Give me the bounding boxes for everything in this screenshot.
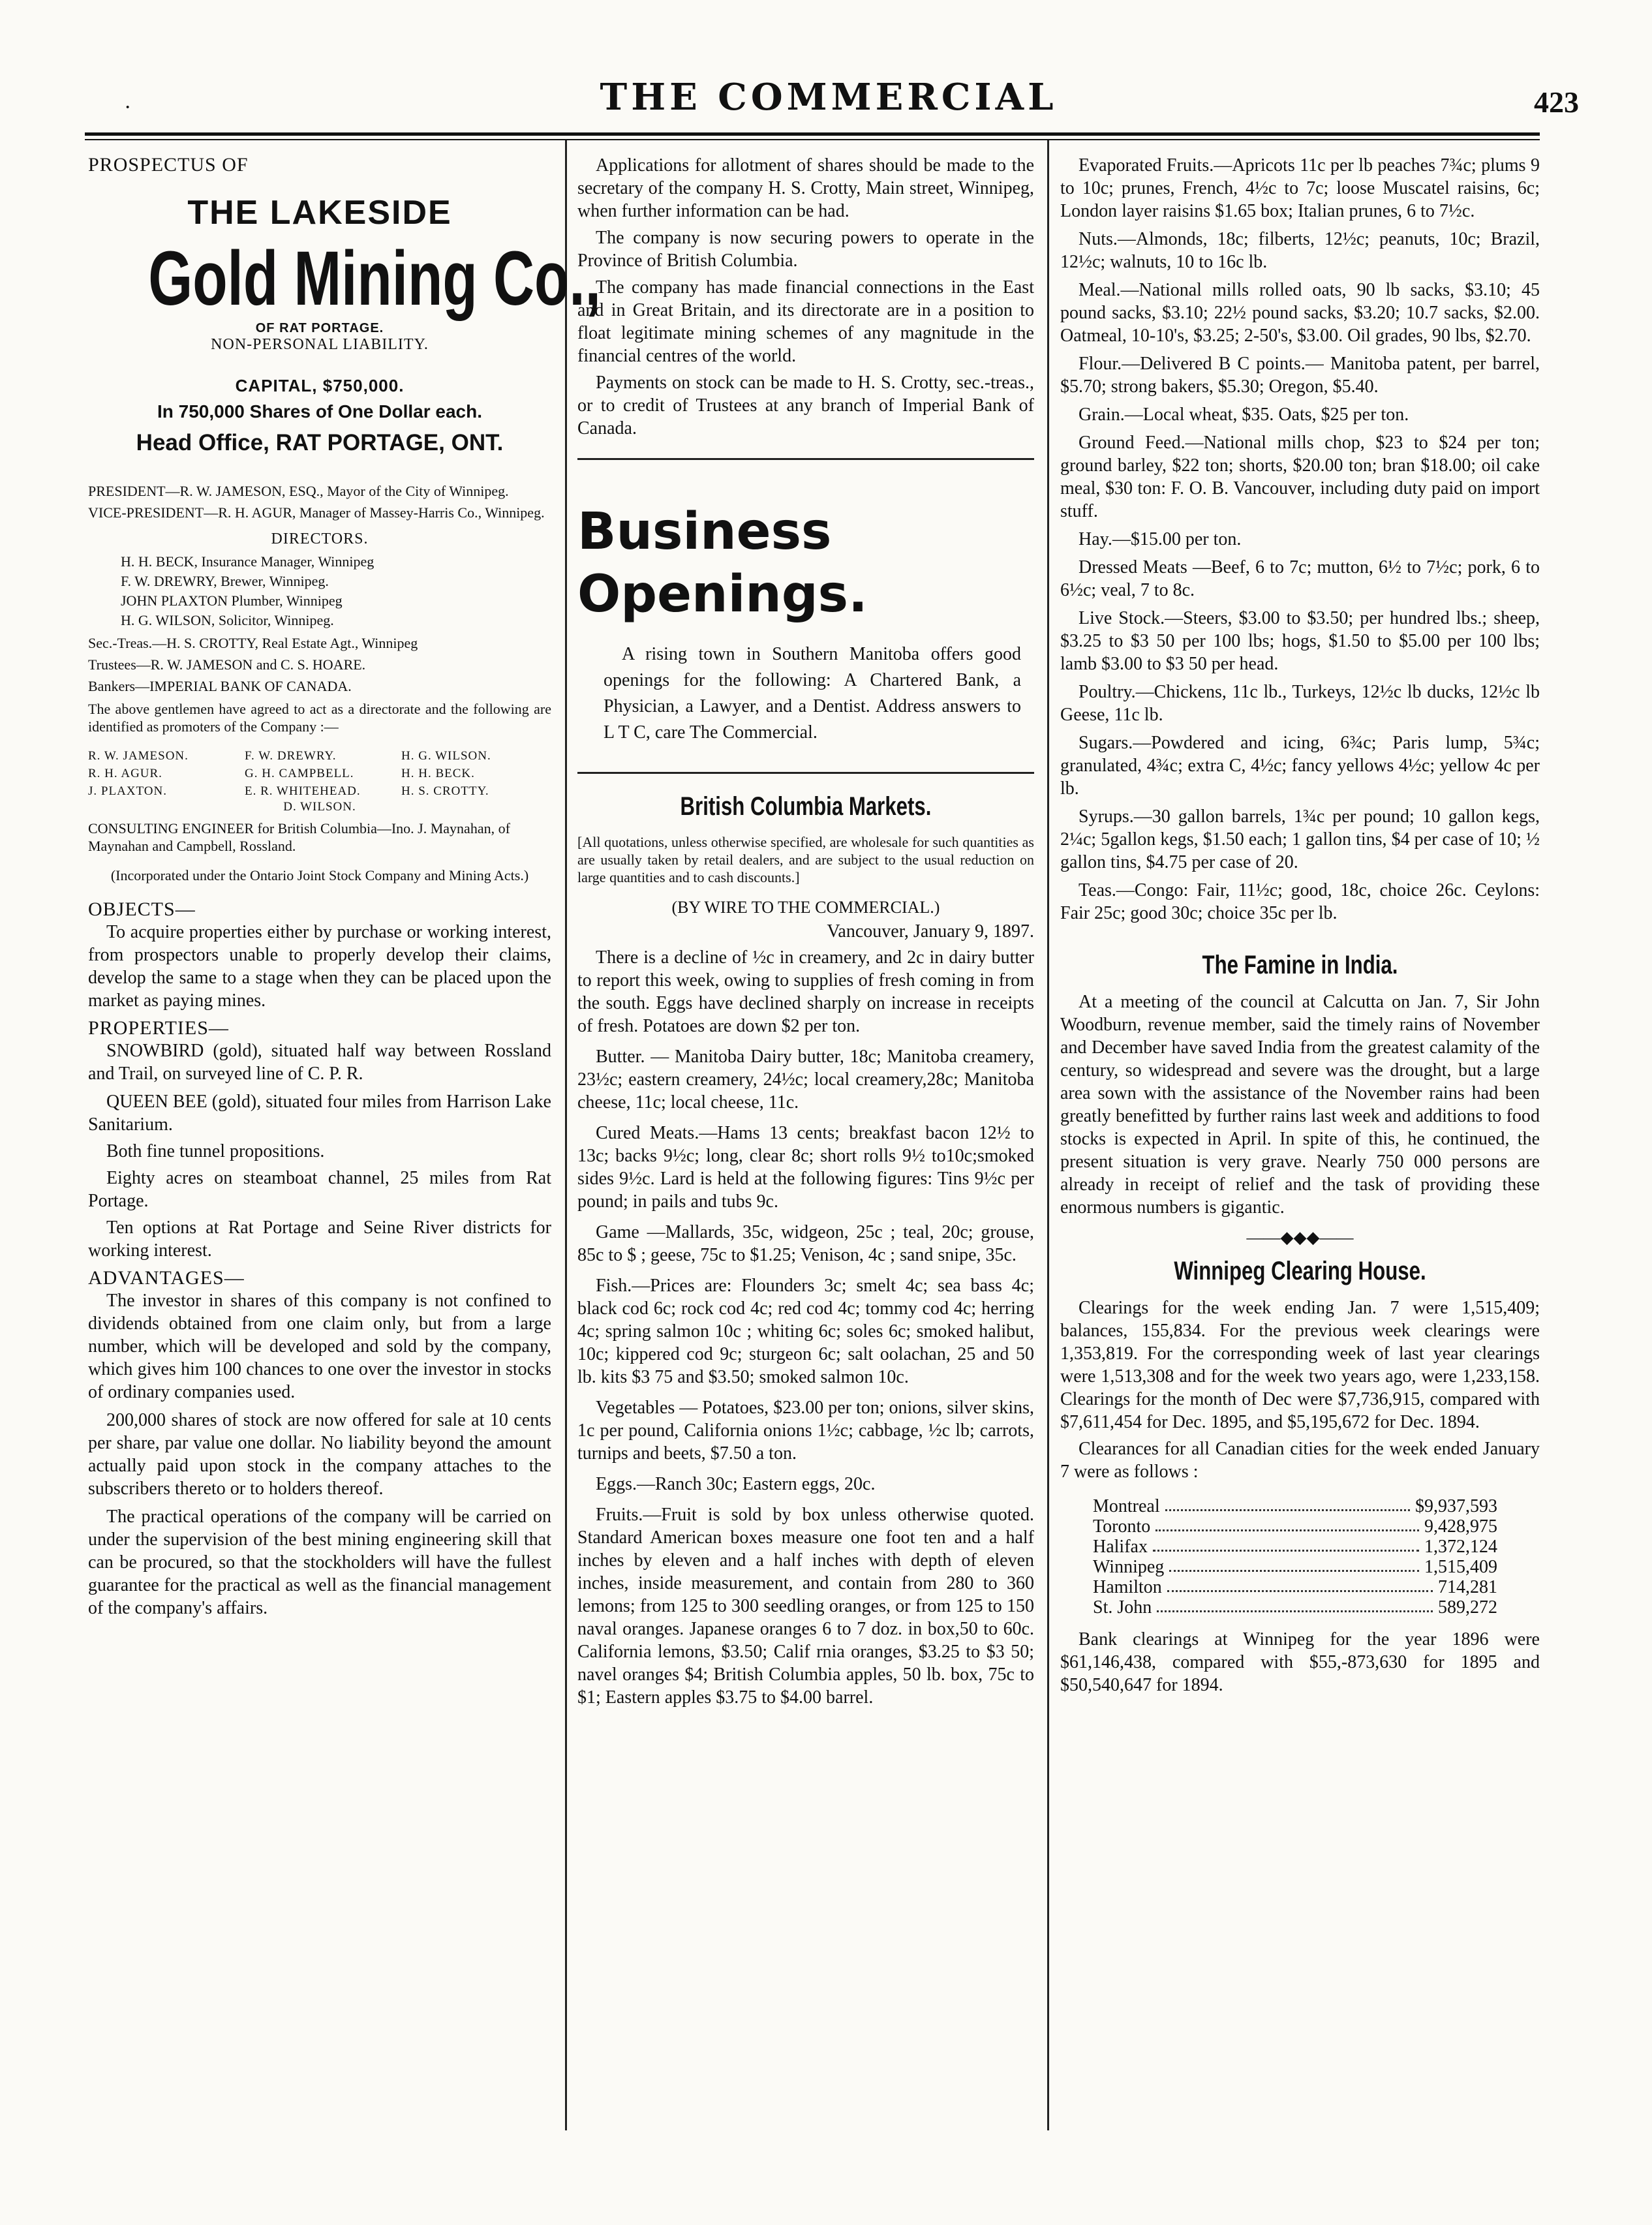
market-paragraph: There is a decline of ½c in creamery, and 2c in dairy butter to report this week, owing to supplies of fresh coming in from the south. Eggs have declined sharply on increase in receipts of fresh. Potatoes are down $2 per ton. xyxy=(577,947,1034,1036)
liability-note: NON-PERSONAL LIABILITY. xyxy=(211,336,429,353)
market-paragraph: Eggs.—Ranch 30c; Eastern eggs, 20c. xyxy=(596,1474,876,1494)
properties-heading: PROPERTIES— xyxy=(88,1017,229,1039)
market-paragraph: Syrups.—30 gallon barrels, 1¾c per pound; 10 gallon kegs, 2¼c; 5gallon kegs, $1.50 each; 1 gallon tins, $4 per case of 10; ½ gallon tins, $4.75 per case of 20. xyxy=(1060,806,1540,872)
applications-paragraph: Applications for allotment of shares should be made to the secretary of the company H. S. Crotty, Main street, Winnipeg, when further information can be had. xyxy=(577,155,1034,221)
market-paragraph: Cured Meats.—Hams 13 cents; breakfast bacon 12½ to 13c; backs 9½c; long, clear 8c; short rolls 9½ to10c;smoked sides 9½c. Lard is held at the following figures: Tins 9½c per pound; in pails and tubs 9c. xyxy=(577,1123,1034,1212)
market-paragraph: Fish.—Prices are: Flounders 3c; smelt 4c; sea bass 4c; black cod 6c; rock cod 4c; red cod 4c; tommy cod 4c; herring 4c; spring salmon 10c ; whiting 6c; soles 6c; smoked halibut, 10c; kippered cod 9c; sturgeon 6c; salt oolachan, 25 and 50 lb. kits $3 75 and $3.50; smoked salmon 10c. xyxy=(577,1276,1034,1387)
bc-markets-heading: British Columbia Markets. xyxy=(680,792,932,821)
applications-paragraph: Payments on stock can be made to H. S. Crotty, sec.-treas., or to credit of Trustees at any branch of Imperial Bank of Canada. xyxy=(577,373,1034,438)
masthead-rule-thin xyxy=(85,139,1540,140)
market-paragraph: Nuts.—Almonds, 18c; filberts, 12½c; peanuts, 10c; Brazil, 12½c; walnuts, 10 to 16c lb. xyxy=(1060,229,1540,272)
promoter-name: J. PLAXTON. xyxy=(88,784,167,798)
trustees-entry: Trustees—R. W. JAMESON and C. S. HOARE. xyxy=(88,656,366,673)
vice-president-entry: VICE-PRESIDENT—R. H. AGUR, Manager of Massey-Harris Co., Winnipeg. xyxy=(88,504,545,521)
clearance-amount: 589,272 xyxy=(1438,1597,1497,1618)
market-paragraph: Live Stock.—Steers, $3.00 to $3.50; per hundred lbs.; sheep, $3.25 to $3 50 per 100 lbs; hogs, $1.50 to $5.00 per 100 lbs; lamb $3.00 to $3 50 per head. xyxy=(1060,608,1540,674)
clearance-city: St. John xyxy=(1093,1597,1152,1618)
clearances-intro: Clearances for all Canadian cities for the week ended January 7 were as follows : xyxy=(1060,1439,1540,1482)
clearance-city: Montreal xyxy=(1093,1496,1160,1516)
market-paragraph: Hay.—$15.00 per ton. xyxy=(1078,529,1242,549)
middle-column xyxy=(577,154,1034,1709)
incorporation-note: (Incorporated under the Ontario Joint Stock Company and Mining Acts.) xyxy=(110,867,529,883)
director-entry: F. W. DREWRY, Brewer, Winnipeg. xyxy=(121,573,329,589)
property-entry: Eighty acres on steamboat channel, 25 miles from Rat Portage. xyxy=(88,1168,551,1211)
clearance-row xyxy=(1093,1597,1497,1618)
capital-line: CAPITAL, $750,000. xyxy=(235,376,405,395)
property-entry: Ten options at Rat Portage and Seine River districts for working interest. xyxy=(88,1218,551,1261)
market-paragraph: Ground Feed.—National mills chop, $23 to $24 per ton; ground barley, $22 ton; shorts, $20.00 ton; bran $18.00; oil cake meal, $30 ton: F. O. B. Vancouver, including duty paid on import stuff. xyxy=(1060,433,1540,521)
clearances-table xyxy=(1093,1496,1497,1618)
clearance-amount: $9,937,593 xyxy=(1415,1496,1497,1516)
market-paragraph: Vegetables — Potatoes, $23.00 per ton; onions, silver skins, 1c per pound, California onions 1½c; cabbage, ½c lb; carrots, turnips and beets, $7.50 a ton. xyxy=(577,1398,1034,1464)
business-openings-text: A rising town in Southern Manitoba offers good openings for the following: A Chartered Bank, a Physician, a Lawyer, and a Dentist. Address answers to L T C, care The Commercial. xyxy=(604,644,1021,743)
promoters-intro: The above gentlemen have agreed to act as a directorate and the following are identified as promoters of the Company :— xyxy=(88,701,551,735)
bankers-entry: Bankers—IMPERIAL BANK OF CANADA. xyxy=(88,678,352,694)
advantage-paragraph: The practical operations of the company will be carried on under the supervision of the best mining engineering skill that can be procured, so that the stockholders will have the fullest guarantee for the practical as well as the financial management of the company's affairs. xyxy=(88,1507,551,1618)
promoter-name: F. W. DREWRY. xyxy=(245,749,337,763)
promoters-grid xyxy=(88,747,551,800)
clearance-amount: 9,428,975 xyxy=(1424,1516,1497,1537)
section-rule xyxy=(577,772,1034,774)
prospectus-column xyxy=(88,154,601,1619)
clearance-amount: 1,372,124 xyxy=(1424,1537,1497,1557)
section-rule xyxy=(577,458,1034,460)
market-paragraph: Dressed Meats —Beef, 6 to 7c; mutton, 6½ to 7½c; pork, 6 to 6½c; veal, 7 to 8c. xyxy=(1060,557,1540,600)
clearance-amount: 714,281 xyxy=(1438,1577,1497,1597)
clearance-row xyxy=(1093,1537,1497,1557)
property-entry: SNOWBIRD (gold), situated half way between Rossland and Trail, on surveyed line of C. P. R. xyxy=(88,1041,551,1084)
clearance-city: Hamilton xyxy=(1093,1577,1162,1597)
right-column xyxy=(1060,154,1540,1696)
market-paragraph: Flour.—Delivered B C points.— Manitoba patent, per barrel, $5.70; strong bakers, $5.30; Oregon, $5.40. xyxy=(1060,354,1540,397)
prospectus-label: PROSPECTUS OF xyxy=(88,154,249,176)
market-paragraph: Sugars.—Powdered and icing, 6¾c; Paris lump, 5¾c; granulated, 4¾c; extra C, 4½c; fancy yellows 4½c; yellow 4c per lb. xyxy=(1060,733,1540,799)
president-entry: PRESIDENT—R. W. JAMESON, ESQ., Mayor of the City of Winnipeg. xyxy=(88,483,509,499)
directors-heading: DIRECTORS. xyxy=(271,530,369,547)
market-paragraph: Game —Mallards, 35c, widgeon, 25c ; teal, 20c; grouse, 85c to $ ; geese, 75c to $1.25; Venison, 4c ; sand snipe, 35c. xyxy=(577,1222,1034,1265)
promoter-name: E. R. WHITEHEAD. xyxy=(245,784,361,798)
market-paragraph: Butter. — Manitoba Dairy butter, 18c; Manitoba creamery, 23½c; eastern creamery, 24½c; local creamery,28c; Manitoba cheese, 11c; local cheese, 11c. xyxy=(577,1047,1034,1112)
market-paragraph: Poultry.—Chickens, 11c lb., Turkeys, 12½c lb ducks, 12½c lb Geese, 11c lb. xyxy=(1060,682,1540,725)
sec-treas-entry: Sec.-Treas.—H. S. CROTTY, Real Estate Agt., Winnipeg xyxy=(88,635,418,651)
applications-paragraph: The company has made financial connections in the East and in Great Britain, and its directorate are in a position to float legitimate mining schemes of any magnitude in the financial centres of the world. xyxy=(577,277,1034,366)
market-paragraph: Evaporated Fruits.—Apricots 11c per lb peaches 7¾c; plums 9 to 10c; prunes, French, 4½c to 7c; loose Muscatel raisins, 6c; London layer raisins $1.65 box; Italian prunes, 6 to 7½c. xyxy=(1060,155,1540,221)
property-entry: QUEEN BEE (gold), situated four miles from Harrison Lake Sanitarium. xyxy=(88,1092,551,1135)
dateline: Vancouver, January 9, 1897. xyxy=(827,921,1034,942)
advantages-heading: ADVANTAGES— xyxy=(88,1267,245,1289)
market-paragraph: Grain.—Local wheat, $35. Oats, $25 per ton. xyxy=(1078,405,1409,425)
advantage-paragraph: The investor in shares of this company is not confined to dividends obtained from one claim only, but from a large number, which will be developed and sold by the company, which gives him 100 chances to one over the investor in stocks of ordinary companies used. xyxy=(88,1291,551,1402)
director-entry: JOHN PLAXTON Plumber, Winnipeg xyxy=(121,592,343,609)
consulting-engineer: CONSULTING ENGINEER for British Columbia—Ino. J. Maynahan, of Maynahan and Campbell, Rossland. xyxy=(88,820,510,854)
promoter-name: R. W. JAMESON. xyxy=(88,749,189,763)
company-name-line1: THE LAKESIDE xyxy=(187,194,452,232)
officers-list xyxy=(88,482,551,884)
objects-heading: OBJECTS— xyxy=(88,898,196,920)
market-paragraph: Fruits.—Fruit is sold by box unless otherwise quoted. Standard American boxes measure one foot ten and a half inches by eleven and a half inches with depth of eleven inches, inside measurement, and contain from 280 to 360 lemons; from 125 to 300 seedling oranges, or from 125 to 150 naval oranges. Japanese oranges 6 to 7 doz. in box,50 to 60c. California lemons, $3.50; Calif rnia oranges, $3.25 to $3 50; navel oranges $4; British Columbia apples, 50 lb. box, 75c to $1; Eastern apples $3.75 to $4.00 barrel. xyxy=(577,1505,1034,1708)
head-office-line: Head Office, RAT PORTAGE, ONT. xyxy=(136,430,504,455)
promoter-name: H. H. BECK. xyxy=(401,767,475,780)
by-wire-note: (BY WIRE TO THE COMMERCIAL.) xyxy=(671,898,940,917)
promoter-name: R. H. AGUR. xyxy=(88,767,162,780)
clearance-city: Winnipeg xyxy=(1093,1557,1165,1577)
page-number: 423 xyxy=(1534,85,1579,119)
column-divider xyxy=(1047,140,1049,2130)
director-entry: H. H. BECK, Insurance Manager, Winnipeg xyxy=(121,553,375,570)
masthead-dot: · xyxy=(124,95,132,119)
famine-heading: The Famine in India. xyxy=(1202,951,1398,979)
clearance-row xyxy=(1093,1557,1497,1577)
advantage-paragraph: 200,000 shares of stock are now offered for sale at 10 cents per share, par value one dollar. No liability beyond the amount actually paid upon stock in the company attaches to the subscribers thereto or to holders thereof. xyxy=(88,1410,551,1499)
market-paragraph: Teas.—Congo: Fair, 11½c; good, 18c, choice 26c. Ceylons: Fair 25c; good 30c; choice 35c per lb. xyxy=(1060,880,1540,923)
clearance-row xyxy=(1093,1496,1497,1516)
clearing-house-text: Clearings for the week ending Jan. 7 were 1,515,409; balances, 155,834. For the previous week clearings were 1,353,819. For the corresponding week of last year clearings were 1,513,308 and for the week two years ago, were 1,233,158. Clearings for the month of Dec were $7,736,915, compared with $7,611,454 for Dec. 1895, and $5,195,672 for Dec. 1894. xyxy=(1060,1298,1540,1432)
property-entry: Both fine tunnel propositions. xyxy=(106,1141,325,1161)
clearance-amount: 1,515,409 xyxy=(1424,1557,1497,1577)
promoter-name: D. WILSON. xyxy=(283,800,356,814)
objects-text: To acquire properties either by purchase or working interest, from prospectors unable to properly develop their claims, develop the same to a stage when they can be placed upon the market as paying mines. xyxy=(88,922,551,1011)
famine-text: At a meeting of the council at Calcutta on Jan. 7, Sir John Woodburn, revenue member, said the timely rains of November and December have saved India from the greatest calamity of the century, so widespread and severe was the drought, but a large area sown with the assistance of the November rains had been greatly benefitted by further rains last week and additions to food stocks is expected in April. In spite of this, he continued, the present situation is very grave. Nearly 750 000 persons are already in receipt of relief and the task of providing these enormous numbers is gigantic. xyxy=(1060,992,1540,1218)
clearance-city: Halifax xyxy=(1093,1537,1148,1557)
bc-markets-note: [All quotations, unless otherwise specified, are wholesale for such quantities as are usually taken by retail dealers, and are subject to the usual reduction on large quantities and to cash discounts.] xyxy=(577,834,1034,885)
column-divider xyxy=(565,140,567,2130)
company-location: OF RAT PORTAGE. xyxy=(255,321,384,335)
ornament-divider: ——◆◆◆—— xyxy=(1246,1228,1354,1247)
clearing-house-heading: Winnipeg Clearing House. xyxy=(1174,1257,1426,1285)
company-name-line2: Gold Mining Co., xyxy=(148,236,601,322)
promoter-name: H. G. WILSON. xyxy=(401,749,491,763)
clearance-city: Toronto xyxy=(1093,1516,1151,1537)
director-entry: H. G. WILSON, Solicitor, Winnipeg. xyxy=(121,612,334,628)
masthead xyxy=(78,70,1579,123)
promoter-name: H. S. CROTTY. xyxy=(401,784,489,798)
business-heading-line1: Business xyxy=(577,502,832,561)
paper-title: THE COMMERCIAL xyxy=(600,76,1058,119)
shares-line: In 750,000 Shares of One Dollar each. xyxy=(157,401,482,422)
masthead-rule xyxy=(85,132,1540,136)
clearance-row xyxy=(1093,1516,1497,1537)
business-heading-line2: Openings. xyxy=(577,565,868,624)
promoter-name: G. H. CAMPBELL. xyxy=(245,767,354,780)
applications-paragraph: The company is now securing powers to operate in the Province of British Columbia. xyxy=(577,228,1034,271)
bank-clearings-text: Bank clearings at Winnipeg for the year 1896 were $61,146,438, compared with $55,-873,630 for 1895 and $50,540,647 for 1894. xyxy=(1060,1629,1540,1695)
clearance-row xyxy=(1093,1577,1497,1597)
market-paragraph: Meal.—National mills rolled oats, 90 lb sacks, $3.10; 45 pound sacks, $3.10; 22½ pound sacks, $3.20; 10.7 sacks, $2.00. Oatmeal, 10-10's, $3.25; 2-50's, $3.00. Oil grades, 90 lbs, $2.70. xyxy=(1060,280,1540,346)
